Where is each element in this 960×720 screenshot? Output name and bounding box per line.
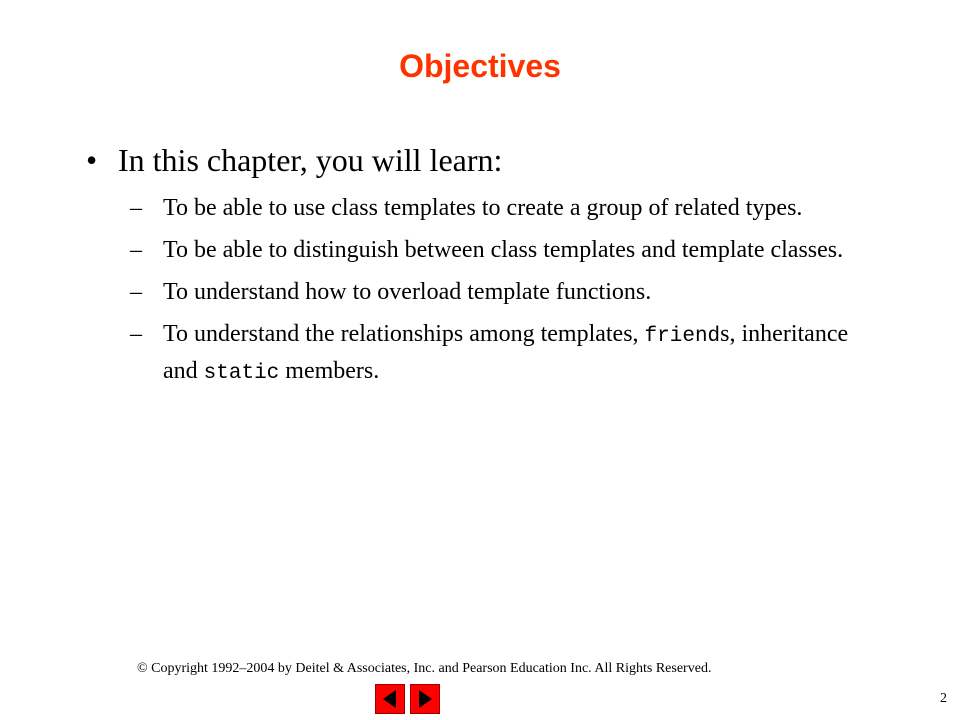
slide-title: Objectives <box>399 48 561 84</box>
main-bullet <box>86 140 502 180</box>
dash: – <box>130 237 142 263</box>
code-static: static <box>203 362 280 385</box>
sub-bullet-text: To be able to use class templates to create a group of related types. <box>163 195 803 221</box>
bullet-dot: • <box>86 142 98 178</box>
code-friend: friend <box>644 325 721 348</box>
left-triangle-icon <box>376 685 404 713</box>
copyright-footer: © Copyright 1992–2004 by Deitel & Associates, Inc. and Pearson Education Inc. All Rights Reserved. <box>137 661 712 676</box>
sub-bullet-item <box>130 275 850 309</box>
dash: – <box>130 195 142 221</box>
sub-bullet-item <box>130 317 850 391</box>
prev-slide-button[interactable] <box>375 684 405 714</box>
sub-bullet-item <box>130 191 850 225</box>
sub-bullet-list <box>130 191 850 399</box>
sub-bullet-item <box>130 233 850 267</box>
sub-bullet-text-part: s, inheritance and <box>163 321 849 384</box>
sub-bullet-text: To be able to distinguish between class templates and template classes. <box>163 237 844 263</box>
dash: – <box>130 321 142 347</box>
sub-bullet-text-part: To understand the relationships among templates, <box>163 321 645 347</box>
right-triangle-icon <box>411 685 439 713</box>
dash: – <box>130 279 142 305</box>
sub-bullet-text-part: members. <box>279 358 380 384</box>
sub-bullet-text: To understand how to overload template functions. <box>163 279 652 305</box>
main-bullet-text: In this chapter, you will learn: <box>118 142 503 178</box>
next-slide-button[interactable] <box>410 684 440 714</box>
page-number: 2 <box>940 691 947 706</box>
